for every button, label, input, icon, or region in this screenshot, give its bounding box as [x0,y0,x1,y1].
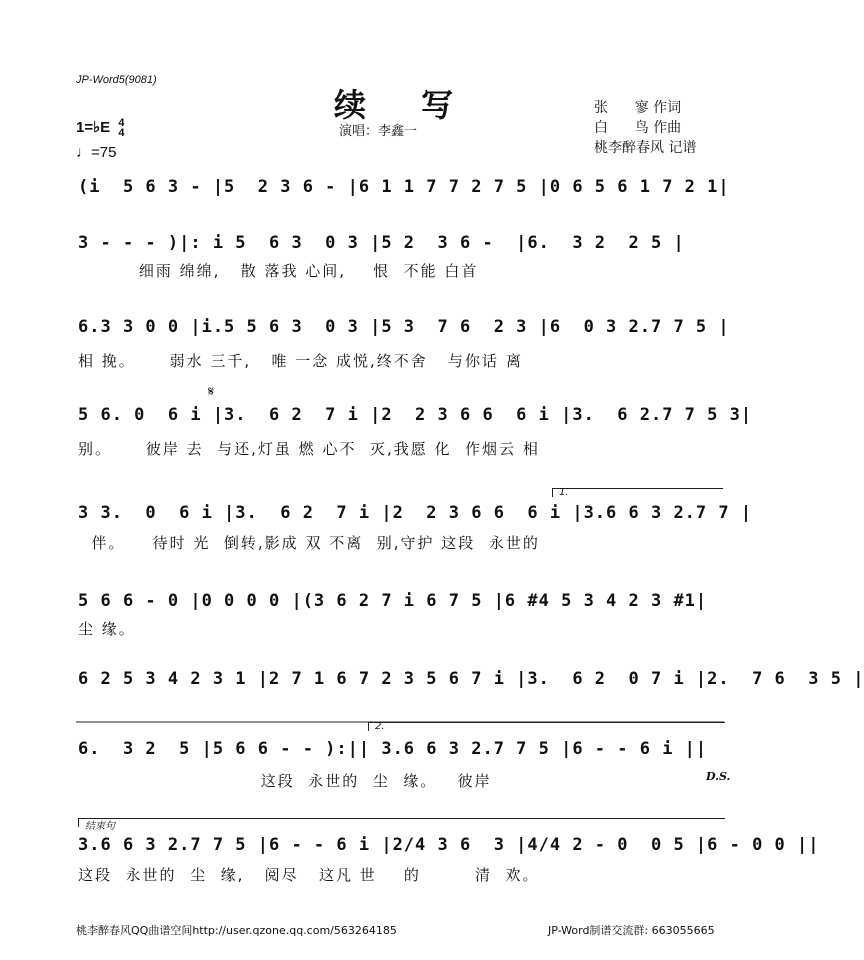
song-title: 续 写 [334,86,476,124]
second-ending-label: 2. [375,721,385,732]
composer-credit: 白 鸟 作曲 [594,120,682,136]
staff-line-5: 3 3. 0 6 i |3. 6 2 7 i |2 2 3 6 6 6 i |3.6 6 3 2.7 7 | [78,503,753,523]
segno-sign: 𝄋 [208,384,215,400]
lyric-line-9: 这段 永世的 尘 缘, 阅尽 这凡 世 的 清 欢。 [78,866,540,884]
lyric-line-5: 伴。 待时 光 倒转,影成 双 不离 别,守护 这段 永世的 [78,534,540,552]
staff-line-3: 6.3 3 0 0 |i.5 5 6 3 0 3 |5 3 7 6 2 3 |6 0 3 2.7 7 5 | [78,317,730,337]
staff-line-8: 6. 3 2 5 |5 6 6 - - ):|| 3.6 6 3 2.7 7 5 |6 - - 6 i || [78,739,708,759]
staff-line-7: 6 2 5 3 4 2 3 1 |2 7 1 6 7 2 3 5 6 7 i |3. 6 2 0 7 i |2. 7 6 3 5 | [78,669,864,689]
first-ending-label: 1. [559,487,569,498]
footer-left-text: 桃李醉春风QQ曲谱空间http://user.qzone.qq.com/563264185 [76,924,397,937]
lyric-line-2: 细雨 绵绵, 散 落我 心间, 恨 不能 白首 [78,262,479,280]
ds-mark: D.S. [706,770,731,783]
lyric-line-8: 这段 永世的 尘 缘。 彼岸 [78,772,492,790]
staff-line-4: 5 6. 0 6 i |3. 6 2 7 i |2 2 3 6 6 6 i |3. 6 2.7 7 5 3| [78,405,753,425]
lyric-line-3: 相 挽。 弱水 三千, 唯 一念 成悦,终不舍 与你话 离 [78,352,523,370]
time-bottom: 4 [118,127,125,140]
staff-line-2: 3 - - - )|: i 5 6 3 0 3 |5 2 3 6 - |6. 3 2 2 5 | [78,233,685,253]
lyric-line-4: 别。 彼岸 去 与还,灯虽 燃 心不 灭,我愿 化 作烟云 相 [78,440,540,458]
time-top: 4 [118,117,125,130]
staff-line-1: (i 5 6 3 - |5 2 3 6 - |6 1 1 7 7 2 7 5 |0 6 5 6 1 7 2 1| [78,177,730,197]
footer-right-text: JP-Word制谱交流群: 663055665 [548,924,715,937]
software-label: JP-Word5(9081) [76,74,157,86]
staff-line-6: 5 6 6 - 0 |0 0 0 0 |(3 6 2 7 i 6 7 5 |6 #4 5 3 4 2 3 #1| [78,591,708,611]
transcriber-credit: 桃李醉春风 记谱 [594,140,697,156]
key-text: 1=♭E [76,119,111,136]
tempo-mark: ♩=75 [76,144,117,161]
lyric-line-6: 尘 缘。 [78,620,136,638]
singer-label: 演唱：李鑫一 [339,124,418,139]
coda-label: 结束句 [85,821,115,832]
staff-line-9: 3.6 6 3 2.7 7 5 |6 - - 6 i |2/4 3 6 3 |4/4 2 - 0 0 5 |6 - 0 0 || [78,835,820,855]
lyricist-credit: 张 寥 作词 [594,100,682,116]
